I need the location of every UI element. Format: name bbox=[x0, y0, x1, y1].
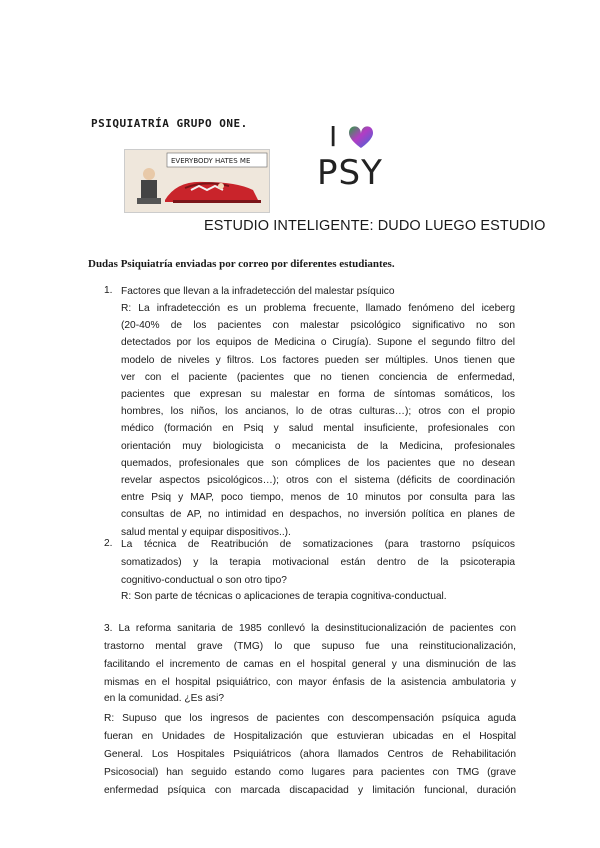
q1-answer-line: ver con el paciente (pacientes que no tienen conciencia de enfermedad, bbox=[121, 371, 515, 383]
q1-answer-line: R: La infradetección es un problema frecuente, llamado fenómeno del iceberg bbox=[121, 303, 515, 314]
q1-answer-line: (20-40% de los pacientes con malestar psicológico significativo no son bbox=[121, 320, 515, 332]
q2-question-line: somatizados) y la terapia motivacional están dentro de la psicoterapia bbox=[121, 557, 515, 568]
q1-answer-line: entre Psiq y MAP, poco tiempo, menos de 10 minutos por consulta para las bbox=[121, 492, 515, 504]
q1-question: Factores que llevan a la infradetección del malestar psíquico bbox=[121, 286, 395, 297]
q1-answer-line: médico (formación en Psiq y salud mental insuficiente, profesionales con bbox=[121, 423, 515, 435]
q2-question-line: cognitivo-conductual o son otro tipo? bbox=[121, 575, 287, 586]
cartoon-illustration bbox=[125, 150, 269, 212]
i-heart-psy-logo bbox=[315, 120, 397, 192]
q2-number: 2. bbox=[104, 538, 113, 549]
q3-line: R: Supuso que los ingresos de pacientes con descompensación psíquica aguda bbox=[104, 713, 516, 724]
q3-line: trastorno mental grave (TMG) lo que supuso fue una reinstitucionalización, bbox=[104, 641, 516, 652]
q3-line: Psicosocial) han seguido estando como lugares para pacientes con TMG (grave bbox=[104, 767, 516, 778]
q3-line: 3. La reforma sanitaria de 1985 conllevó la desinstitucionalización de pacientes con bbox=[104, 623, 516, 634]
logo-psy: PSY bbox=[317, 153, 383, 192]
q2-answer: R: Son parte de técnicas o aplicaciones de terapia cognitiva-conductual. bbox=[121, 591, 447, 602]
group-title: PSIQUIATRÍA GRUPO ONE. bbox=[91, 117, 248, 130]
cartoon-image bbox=[124, 149, 270, 213]
q3-line: fueran en Unidades de Hospitalización que estuvieran ubicadas en el Hospital bbox=[104, 731, 516, 742]
q1-answer-line: hombres, los niños, los ancianos, lo de otras culturas…); otros con el propio bbox=[121, 406, 515, 418]
q2-question-line: La técnica de Reatribución de somatizaciones (para trastorno psíquicos bbox=[121, 539, 515, 550]
q3-line: enfermedad psíquica con marcada discapacidad y limitación funcional, duración bbox=[104, 785, 516, 796]
q1-answer-line: consultas de AP, no intimidad en despachos, no inversión política en planes de bbox=[121, 509, 515, 521]
q1-answer-line: modelo de niveles y filtros. Los factores pueden ser múltiples. Unos tienen que bbox=[121, 354, 515, 366]
document-heading: Dudas Psiquiatría enviadas por correo por diferentes estudiantes. bbox=[88, 258, 395, 270]
page-subtitle: ESTUDIO INTELIGENTE: DUDO LUEGO ESTUDIO bbox=[204, 218, 546, 234]
q3-line: General. Los Hospitales Psiquiátricos (ahora llamados Centros de Rehabilitación bbox=[104, 749, 516, 760]
q1-answer-line: revelar aspectos psicológicos…); otros con el sistema (déficits de coordinación bbox=[121, 475, 515, 486]
q1-answer-line: quemados, profesionales que son cómplices de los pacientes que no desean bbox=[121, 457, 515, 469]
cartoon-caption: EVERYBODY HATES ME bbox=[171, 157, 251, 165]
q1-answer-line: orientación muy biologicista o mecanicista de la Medicina, profesionales bbox=[121, 440, 515, 452]
q3-line: facilitando el incremento de camas en el hospital general y una disminución de las bbox=[104, 659, 516, 670]
q1-answer-line: salud mental y equipar dispositivos..). bbox=[121, 526, 291, 538]
q3-line: en la comunidad. ¿Es asi? bbox=[104, 693, 225, 704]
q1-number: 1. bbox=[104, 285, 113, 296]
heart-icon bbox=[349, 126, 373, 148]
logo-i: I bbox=[329, 120, 338, 153]
q3-line: mismas en el hospital psiquiátrico, con mayor énfasis de la asistencia ambulatoria y bbox=[104, 677, 516, 688]
q1-answer-line: detectados por los equipos de Medicina o Cirugía). Supone el segundo filtro del bbox=[121, 337, 515, 349]
q1-answer-line: pacientes que expresan su malestar en forma de síntomas somáticos, los bbox=[121, 389, 515, 400]
